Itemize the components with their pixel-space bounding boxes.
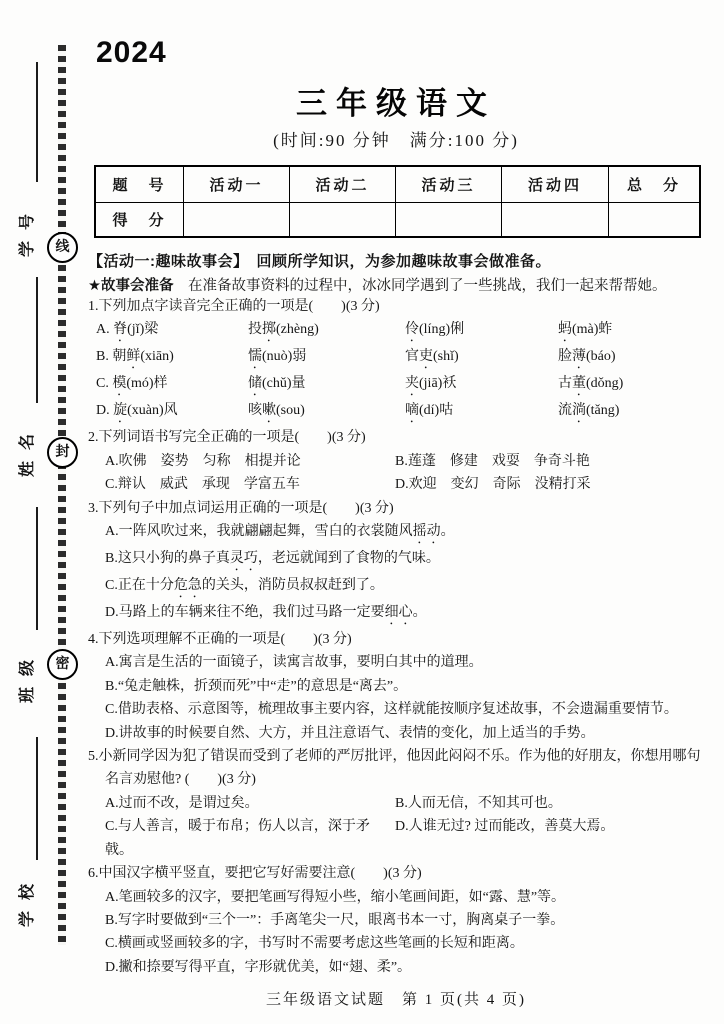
option-c: C.借助表格、示意图等，梳理故事主要内容，这样就能按顺序复述故事，不会遗漏重要情节。 — [105, 702, 678, 718]
option-cell: 咳嗽(sou) — [248, 403, 305, 419]
question-6-stem: 6.中国汉字横平竖直，要把它写好需要注意( )(3 分) — [88, 866, 422, 882]
option-b: B.写字时要做到“三个一”：手离笔尖一尺，眼离书本一寸，胸离桌子一拳。 — [105, 912, 565, 928]
option-cell: A. 脊(jǐ)梁 — [96, 322, 159, 338]
option-cell: 夹(jiā)袄 — [405, 376, 457, 392]
label-student-id: 学号 — [19, 203, 36, 258]
question-6 — [88, 862, 704, 979]
score-blank-cell — [502, 203, 609, 238]
score-blank-cell — [184, 203, 290, 238]
option-cell: 蚂(mà)蚱 — [558, 322, 613, 338]
option-c: C.辩认 威武 承现 学富五车 — [105, 477, 300, 493]
question-6-options — [88, 886, 704, 980]
option-cell: B. 朝鲜(xiān) — [96, 349, 174, 365]
class-fill-line — [36, 507, 38, 630]
score-header-cell: 活动二 — [290, 166, 396, 203]
option-cell: 古董(dǒng) — [558, 376, 624, 392]
option-c: C.与人善言，暖于布帛；伤人以言，深于矛戟。 — [105, 819, 370, 858]
option-b: B.人而无信，不知其可也。 — [395, 795, 562, 811]
score-table-score-row — [95, 203, 700, 238]
score-header-cell: 题 号 — [95, 166, 184, 203]
option-a: A.一阵风吹过来，我就翩翩起舞，雪白的衣裳随风摇动。 — [105, 524, 455, 540]
option-d: D.马路上的车辆来往不绝，我们过马路一定要细心。 — [105, 605, 427, 621]
activity-section-header: 【活动一:趣味故事会】 回顾所学知识，为参加趣味故事会做准备。 — [88, 253, 551, 270]
score-blank-cell — [290, 203, 396, 238]
option-b: B.“兔走触株，折颈而死”中“走”的意思是“离去”。 — [105, 678, 408, 694]
option-b: B.莲蓬 修建 戏耍 争奇斗艳 — [395, 453, 590, 469]
option-cell: 流淌(tǎng) — [558, 403, 620, 419]
question-3-stem: 3.下列句子中加点词运用正确的一项是( )(3 分) — [88, 500, 394, 516]
score-header-cell: 活动四 — [502, 166, 609, 203]
option-cell: 脸薄(báo) — [558, 349, 616, 365]
score-table — [94, 165, 701, 238]
seal-char-feng: 封 — [47, 437, 78, 468]
question-4-stem: 4.下列选项理解不正确的一项是( )(3 分) — [88, 632, 352, 648]
school-fill-line — [36, 737, 38, 860]
option-d: D.撇和捺要写得平直，字形就优美，如“翅、柔”。 — [105, 959, 412, 975]
option-d: D.欢迎 变幻 奇际 没精打采 — [395, 477, 591, 493]
name-fill-line — [36, 277, 38, 403]
exam-title: 三年级语文 — [296, 86, 496, 121]
option-d: D.人谁无过? 过而能改，善莫大焉。 — [395, 819, 615, 835]
option-cell: 储(chǔ)量 — [248, 376, 306, 392]
question-2-options — [88, 450, 704, 497]
story-prep-intro — [88, 274, 704, 295]
option-c: C.正在十分危急的关头，消防员叔叔赶到了。 — [105, 578, 384, 594]
question-5-options — [88, 792, 704, 862]
label-name: 姓名 — [19, 423, 36, 478]
option-cell: D. 旋(xuàn)风 — [96, 403, 178, 419]
year-heading: 2024 — [96, 36, 167, 69]
option-cell: 嘀(dí)咕 — [405, 403, 454, 419]
option-d: D.讲故事的时候要自然、大方，并且注意语气、表情的变化，加上适当的手势。 — [105, 725, 595, 741]
question-1 — [88, 295, 704, 426]
question-1-stem: 1.下列加点字读音完全正确的一项是( )(3 分) — [88, 299, 380, 314]
seal-char-mi: 密 — [47, 649, 78, 680]
option-a: A.过而不改，是谓过矣。 — [105, 795, 259, 811]
label-school: 学校 — [19, 873, 36, 928]
page-footer: 三年级语文试题 第 1 页(共 4 页) — [266, 992, 526, 1009]
question-5 — [88, 745, 704, 862]
question-4 — [88, 628, 704, 745]
option-cell: 伶(líng)俐 — [405, 322, 465, 338]
option-a: A.笔画较多的汉字，要把笔画写得短小些，缩小笔画间距，如“露、慧”等。 — [105, 889, 566, 905]
score-header-cell: 活动三 — [396, 166, 502, 203]
option-a: A.吹佛 姿势 匀称 相提并论 — [105, 453, 301, 469]
option-b: B.这只小狗的鼻子真灵巧，老远就闻到了食物的气味。 — [105, 551, 440, 567]
option-c: C.横画或竖画较多的字，书写时不需要考虑这些笔画的长短和距离。 — [105, 936, 524, 952]
score-header-cell: 总 分 — [609, 166, 701, 203]
exam-subtitle: (时间:90 分钟 满分:100 分) — [273, 131, 519, 150]
question-1-options — [88, 318, 704, 426]
seal-dashed-line — [58, 45, 66, 945]
question-2 — [88, 426, 704, 496]
score-row-label: 得 分 — [95, 203, 184, 238]
story-prep-text: 在准备故事资料的过程中，冰冰同学遇到了一些挑战，我们一起来帮帮她。 — [173, 278, 667, 294]
story-prep-label: ★故事会准备 — [88, 278, 174, 294]
question-3 — [88, 497, 704, 628]
question-4-options — [88, 651, 704, 745]
score-blank-cell — [396, 203, 502, 238]
score-header-cell: 活动一 — [184, 166, 290, 203]
option-cell: 官吏(shǐ) — [405, 349, 459, 365]
score-table-header-row — [95, 166, 700, 203]
option-cell: 懦(nuò)弱 — [248, 349, 307, 365]
option-cell: C. 模(mó)样 — [96, 376, 168, 392]
option-a: A.寓言是生活的一面镜子，读寓言故事，要明白其中的道理。 — [105, 655, 483, 671]
seal-char-line: 线 — [47, 232, 78, 263]
question-2-stem: 2.下列词语书写完全正确的一项是( )(3 分) — [88, 430, 366, 446]
exam-body — [88, 36, 704, 1009]
option-cell: 投掷(zhèng) — [248, 322, 319, 338]
student-id-fill-line — [36, 62, 38, 182]
question-3-options — [88, 520, 704, 628]
label-class: 班级 — [19, 649, 36, 704]
score-blank-cell — [609, 203, 701, 238]
question-5-stem: 5.小新同学因为犯了错误而受到了老师的严厉批评，他因此闷闷不乐。作为他的好朋友，你想用哪句名言劝慰他? ( )(3 分) — [88, 749, 701, 788]
